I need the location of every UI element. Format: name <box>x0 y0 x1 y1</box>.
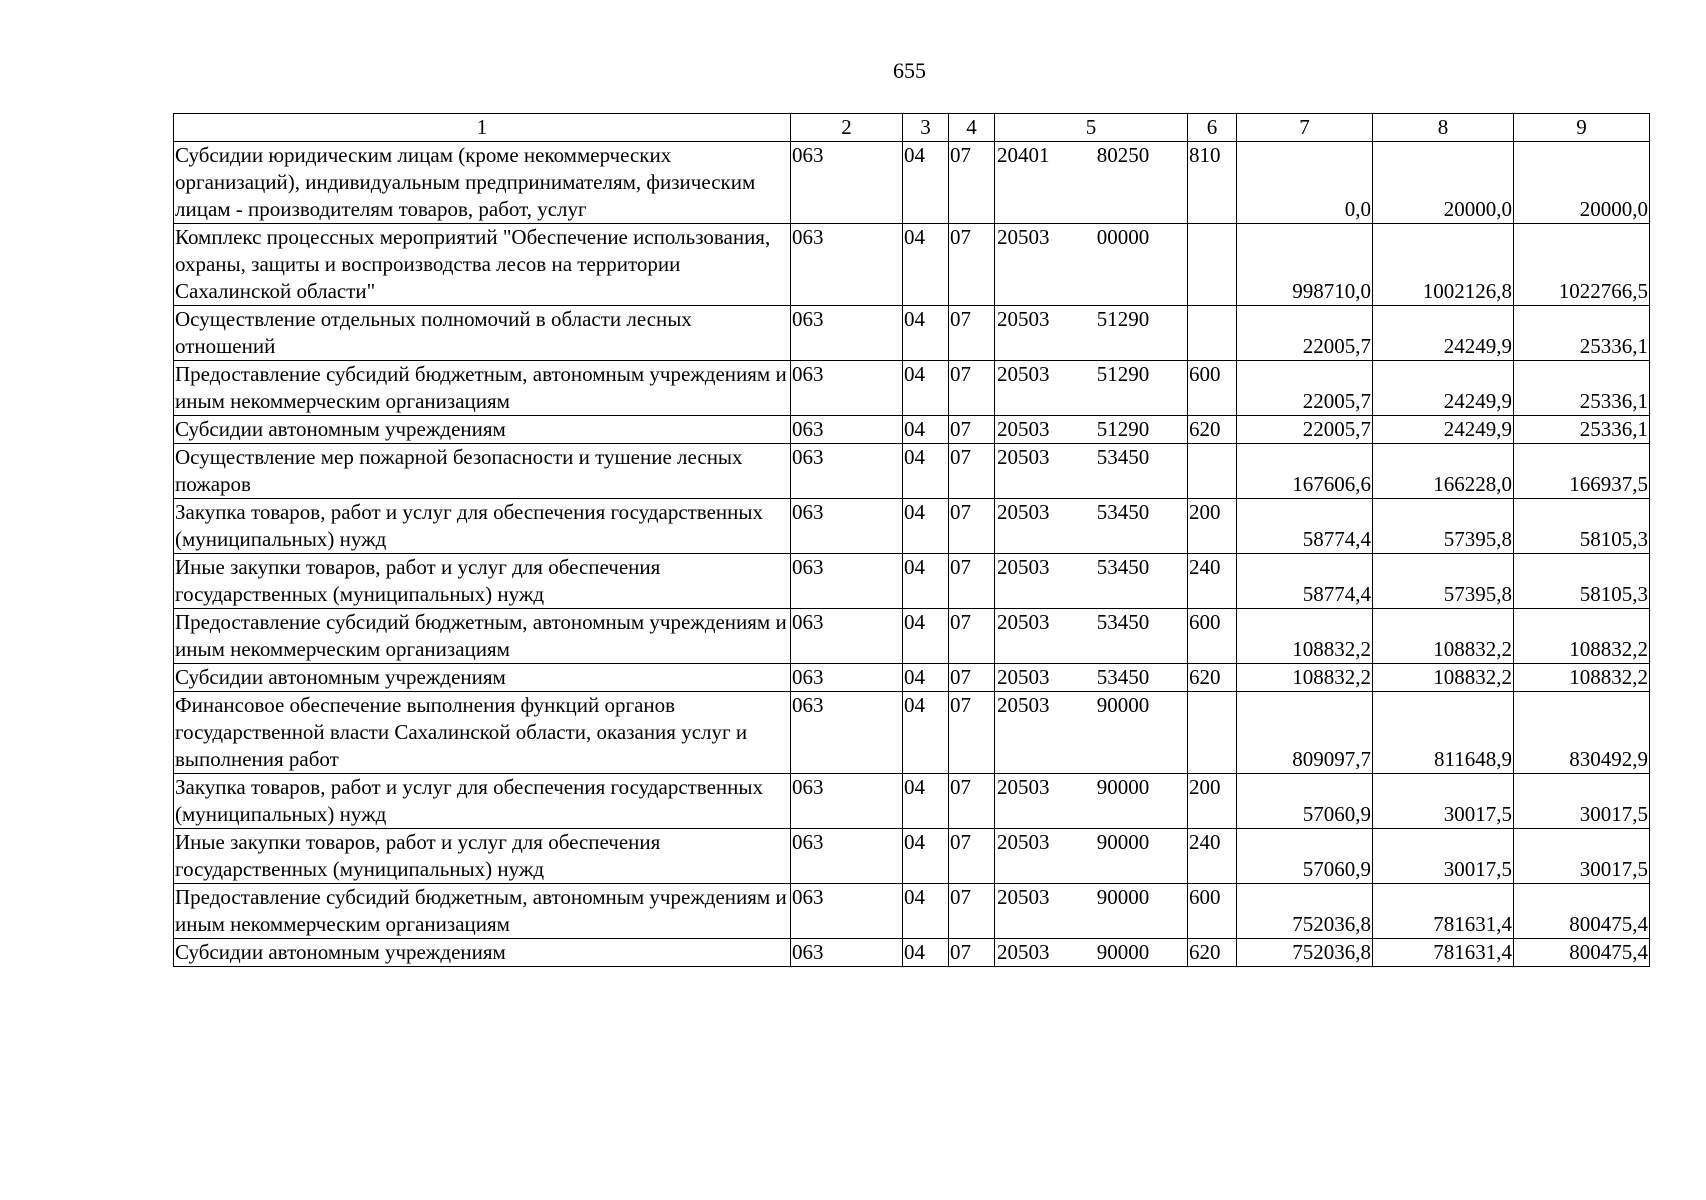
section-code: 04 <box>903 884 949 939</box>
amount-year-1: 998710,0 <box>1237 224 1373 306</box>
expense-type-code: 620 <box>1188 939 1237 967</box>
subsection-code: 07 <box>949 142 995 224</box>
table-row <box>174 224 1650 306</box>
ministry-code: 063 <box>791 692 903 774</box>
section-code: 04 <box>903 224 949 306</box>
ministry-code: 063 <box>791 554 903 609</box>
amount-year-1: 22005,7 <box>1237 306 1373 361</box>
amount-year-2: 108832,2 <box>1373 609 1514 664</box>
expense-type-code <box>1188 692 1237 774</box>
row-description: Закупка товаров, работ и услуг для обеспечения государственных (муниципальных) нужд <box>174 774 791 829</box>
amount-year-2: 781631,4 <box>1373 939 1514 967</box>
amount-year-2: 30017,5 <box>1373 829 1514 884</box>
amount-year-1: 57060,9 <box>1237 774 1373 829</box>
expense-type-code: 600 <box>1188 884 1237 939</box>
amount-year-1: 58774,4 <box>1237 554 1373 609</box>
ministry-code: 063 <box>791 664 903 692</box>
target-article-program: 20503 <box>997 665 1050 689</box>
amount-year-3: 166937,5 <box>1514 444 1650 499</box>
subsection-code: 07 <box>949 609 995 664</box>
target-article-program: 20503 <box>997 500 1050 524</box>
table-row <box>174 499 1650 554</box>
ministry-code: 063 <box>791 306 903 361</box>
ministry-code: 063 <box>791 774 903 829</box>
amount-year-3: 800475,4 <box>1514 939 1650 967</box>
row-description: Иные закупки товаров, работ и услуг для обеспечения государственных (муниципальных) нужд <box>174 829 791 884</box>
row-description: Предоставление субсидий бюджетным, автономным учреждениям и иным некоммерческим организациям <box>174 884 791 939</box>
target-article-code <box>995 224 1188 306</box>
amount-year-3: 30017,5 <box>1514 829 1650 884</box>
expense-type-code: 240 <box>1188 829 1237 884</box>
amount-year-2: 57395,8 <box>1373 499 1514 554</box>
table-row <box>174 142 1650 224</box>
target-article-code <box>995 609 1188 664</box>
table-row <box>174 829 1650 884</box>
amount-year-2: 20000,0 <box>1373 142 1514 224</box>
row-description: Субсидии автономным учреждениям <box>174 939 791 967</box>
subsection-code: 07 <box>949 444 995 499</box>
expense-type-code <box>1188 306 1237 361</box>
amount-year-2: 24249,9 <box>1373 306 1514 361</box>
table-header-row <box>174 114 1650 142</box>
table-row <box>174 444 1650 499</box>
column-header: 1 <box>174 114 791 142</box>
budget-table <box>173 113 1650 967</box>
target-article-program: 20401 <box>997 143 1050 167</box>
amount-year-1: 108832,2 <box>1237 664 1373 692</box>
section-code: 04 <box>903 444 949 499</box>
column-header: 8 <box>1373 114 1514 142</box>
subsection-code: 07 <box>949 774 995 829</box>
target-article-direction: 51290 <box>1096 362 1150 386</box>
amount-year-3: 108832,2 <box>1514 664 1650 692</box>
target-article-direction: 80250 <box>1096 143 1150 167</box>
ministry-code: 063 <box>791 884 903 939</box>
target-article-program: 20503 <box>997 362 1050 386</box>
amount-year-3: 25336,1 <box>1514 361 1650 416</box>
row-description: Комплекс процессных мероприятий "Обеспечение использования, охраны, защиты и воспроизводства лесов на территории Сахалинской области" <box>174 224 791 306</box>
target-article-direction: 90000 <box>1096 940 1150 964</box>
target-article-code <box>995 416 1188 444</box>
amount-year-3: 108832,2 <box>1514 609 1650 664</box>
expense-type-code: 600 <box>1188 609 1237 664</box>
expense-type-code: 600 <box>1188 361 1237 416</box>
subsection-code: 07 <box>949 416 995 444</box>
target-article-code <box>995 884 1188 939</box>
amount-year-1: 108832,2 <box>1237 609 1373 664</box>
amount-year-3: 25336,1 <box>1514 306 1650 361</box>
table-row <box>174 609 1650 664</box>
target-article-program: 20503 <box>997 610 1050 634</box>
amount-year-2: 781631,4 <box>1373 884 1514 939</box>
target-article-program: 20503 <box>997 225 1050 249</box>
subsection-code: 07 <box>949 664 995 692</box>
section-code: 04 <box>903 664 949 692</box>
target-article-direction: 53450 <box>1096 555 1150 579</box>
amount-year-2: 811648,9 <box>1373 692 1514 774</box>
subsection-code: 07 <box>949 939 995 967</box>
row-description: Иные закупки товаров, работ и услуг для обеспечения государственных (муниципальных) нужд <box>174 554 791 609</box>
expense-type-code: 200 <box>1188 499 1237 554</box>
amount-year-2: 1002126,8 <box>1373 224 1514 306</box>
row-description: Субсидии автономным учреждениям <box>174 416 791 444</box>
target-article-direction: 90000 <box>1096 693 1150 717</box>
page-number: 655 <box>893 58 926 83</box>
target-article-code <box>995 444 1188 499</box>
ministry-code: 063 <box>791 142 903 224</box>
subsection-code: 07 <box>949 829 995 884</box>
table-row <box>174 939 1650 967</box>
target-article-program: 20503 <box>997 555 1050 579</box>
table-row <box>174 884 1650 939</box>
section-code: 04 <box>903 306 949 361</box>
amount-year-3: 830492,9 <box>1514 692 1650 774</box>
row-description: Предоставление субсидий бюджетным, автономным учреждениям и иным некоммерческим организациям <box>174 609 791 664</box>
amount-year-3: 800475,4 <box>1514 884 1650 939</box>
expense-type-code: 240 <box>1188 554 1237 609</box>
section-code: 04 <box>903 829 949 884</box>
ministry-code: 063 <box>791 609 903 664</box>
target-article-direction: 51290 <box>1096 417 1150 441</box>
target-article-direction: 90000 <box>1096 885 1150 909</box>
ministry-code: 063 <box>791 939 903 967</box>
ministry-code: 063 <box>791 224 903 306</box>
target-article-direction: 53450 <box>1096 610 1150 634</box>
expense-type-code: 620 <box>1188 664 1237 692</box>
table-row <box>174 306 1650 361</box>
target-article-direction: 53450 <box>1096 445 1150 469</box>
amount-year-2: 30017,5 <box>1373 774 1514 829</box>
row-description: Осуществление отдельных полномочий в области лесных отношений <box>174 306 791 361</box>
amount-year-2: 24249,9 <box>1373 416 1514 444</box>
target-article-program: 20503 <box>997 940 1050 964</box>
target-article-program: 20503 <box>997 775 1050 799</box>
target-article-direction: 90000 <box>1096 830 1150 854</box>
column-header: 2 <box>791 114 903 142</box>
expense-type-code <box>1188 224 1237 306</box>
amount-year-2: 24249,9 <box>1373 361 1514 416</box>
target-article-program: 20503 <box>997 830 1050 854</box>
section-code: 04 <box>903 554 949 609</box>
section-code: 04 <box>903 499 949 554</box>
amount-year-1: 809097,7 <box>1237 692 1373 774</box>
row-description: Закупка товаров, работ и услуг для обеспечения государственных (муниципальных) нужд <box>174 499 791 554</box>
amount-year-2: 108832,2 <box>1373 664 1514 692</box>
target-article-direction: 53450 <box>1096 665 1150 689</box>
amount-year-2: 57395,8 <box>1373 554 1514 609</box>
target-article-direction: 90000 <box>1096 775 1150 799</box>
column-header: 6 <box>1188 114 1237 142</box>
target-article-program: 20503 <box>997 307 1050 331</box>
section-code: 04 <box>903 142 949 224</box>
column-header: 9 <box>1514 114 1650 142</box>
target-article-code <box>995 939 1188 967</box>
amount-year-3: 58105,3 <box>1514 554 1650 609</box>
row-description: Финансовое обеспечение выполнения функций органов государственной власти Сахалинской области, оказания услуг и выполнения работ <box>174 692 791 774</box>
target-article-code <box>995 692 1188 774</box>
table-row <box>174 664 1650 692</box>
target-article-direction: 53450 <box>1096 500 1150 524</box>
amount-year-1: 752036,8 <box>1237 884 1373 939</box>
amount-year-1: 0,0 <box>1237 142 1373 224</box>
row-description: Субсидии юридическим лицам (кроме некоммерческих организаций), индивидуальным предпринимателям, физическим лицам - производителям товаров, работ, услуг <box>174 142 791 224</box>
amount-year-3: 25336,1 <box>1514 416 1650 444</box>
expense-type-code: 810 <box>1188 142 1237 224</box>
target-article-code <box>995 774 1188 829</box>
ministry-code: 063 <box>791 829 903 884</box>
target-article-program: 20503 <box>997 693 1050 717</box>
section-code: 04 <box>903 774 949 829</box>
ministry-code: 063 <box>791 416 903 444</box>
subsection-code: 07 <box>949 499 995 554</box>
amount-year-1: 57060,9 <box>1237 829 1373 884</box>
target-article-program: 20503 <box>997 885 1050 909</box>
amount-year-1: 58774,4 <box>1237 499 1373 554</box>
expense-type-code <box>1188 444 1237 499</box>
column-header: 4 <box>949 114 995 142</box>
expense-type-code: 620 <box>1188 416 1237 444</box>
row-description: Субсидии автономным учреждениям <box>174 664 791 692</box>
table-row <box>174 774 1650 829</box>
section-code: 04 <box>903 416 949 444</box>
section-code: 04 <box>903 692 949 774</box>
table-row <box>174 361 1650 416</box>
target-article-code <box>995 306 1188 361</box>
subsection-code: 07 <box>949 554 995 609</box>
subsection-code: 07 <box>949 306 995 361</box>
subsection-code: 07 <box>949 361 995 416</box>
row-description: Осуществление мер пожарной безопасности и тушение лесных пожаров <box>174 444 791 499</box>
target-article-code <box>995 829 1188 884</box>
column-header: 3 <box>903 114 949 142</box>
table-row <box>174 554 1650 609</box>
ministry-code: 063 <box>791 499 903 554</box>
row-description: Предоставление субсидий бюджетным, автономным учреждениям и иным некоммерческим организациям <box>174 361 791 416</box>
amount-year-1: 752036,8 <box>1237 939 1373 967</box>
amount-year-1: 22005,7 <box>1237 361 1373 416</box>
target-article-direction: 51290 <box>1096 307 1150 331</box>
table-row <box>174 416 1650 444</box>
target-article-direction: 00000 <box>1096 225 1150 249</box>
amount-year-1: 22005,7 <box>1237 416 1373 444</box>
section-code: 04 <box>903 609 949 664</box>
subsection-code: 07 <box>949 224 995 306</box>
ministry-code: 063 <box>791 361 903 416</box>
target-article-program: 20503 <box>997 445 1050 469</box>
target-article-program: 20503 <box>997 417 1050 441</box>
expense-type-code: 200 <box>1188 774 1237 829</box>
column-header: 7 <box>1237 114 1373 142</box>
amount-year-2: 166228,0 <box>1373 444 1514 499</box>
amount-year-3: 20000,0 <box>1514 142 1650 224</box>
target-article-code <box>995 499 1188 554</box>
ministry-code: 063 <box>791 444 903 499</box>
amount-year-1: 167606,6 <box>1237 444 1373 499</box>
section-code: 04 <box>903 939 949 967</box>
section-code: 04 <box>903 361 949 416</box>
subsection-code: 07 <box>949 884 995 939</box>
subsection-code: 07 <box>949 692 995 774</box>
amount-year-3: 58105,3 <box>1514 499 1650 554</box>
table-row <box>174 692 1650 774</box>
amount-year-3: 1022766,5 <box>1514 224 1650 306</box>
amount-year-3: 30017,5 <box>1514 774 1650 829</box>
target-article-code <box>995 664 1188 692</box>
column-header: 5 <box>995 114 1188 142</box>
target-article-code <box>995 142 1188 224</box>
target-article-code <box>995 361 1188 416</box>
target-article-code <box>995 554 1188 609</box>
